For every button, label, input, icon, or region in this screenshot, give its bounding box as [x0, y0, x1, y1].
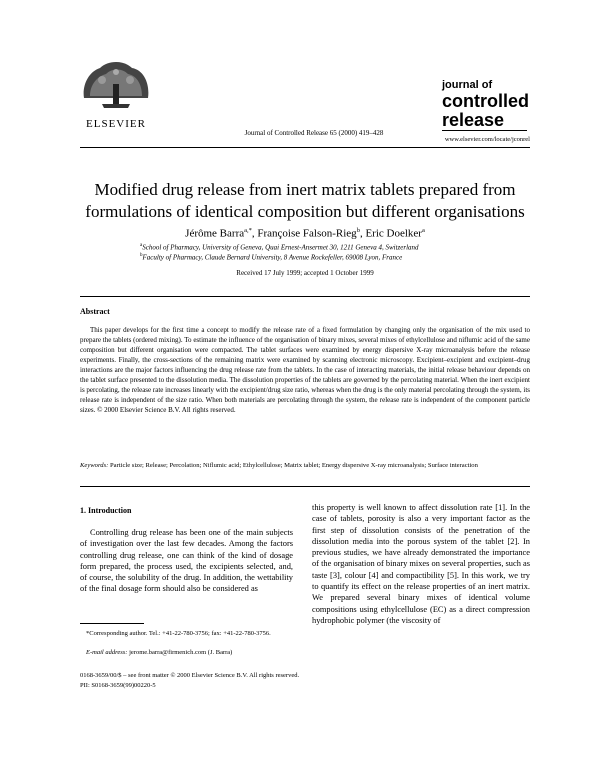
section-heading-introduction: 1. Introduction — [80, 506, 132, 515]
title-line-2: formulations of identical composition but different organisations — [85, 202, 525, 221]
author-list — [80, 227, 530, 240]
author-sup: b — [356, 227, 360, 234]
received-dates: Received 17 July 1999; accepted 1 October 1999 — [236, 269, 374, 277]
journal-reference: Journal of Controlled Release 65 (2000) 419–428 — [244, 129, 384, 137]
journal-logo-release: release — [442, 110, 505, 130]
copyright-line: 0168-3659/00/$ – see front matter © 2000 Elsevier Science B.V. All rights reserved. — [80, 672, 300, 679]
author-sup: a — [421, 227, 425, 234]
intro-right-column: this property is well known to affect dissolution rate [1]. In the case of tablets, porosity is also a very important factor as the first step of dissolution consists of the penetration of the dissolution media into the porous system of the tablet [2]. In previous studies, we have already demonstrated the importance of the organisation of binary mixes on several properties, such as taste [3], colour [4] and compactibility [5]. In this work, we try to quantify its effect on the release properties of an inert matrix. We prepared several binary mixes of identical volume compositions using ethylcellulose (EC) as a direct compression hydrophobic polymer (the viscosity of — [312, 503, 530, 625]
affiliation-sup: a — [140, 243, 143, 248]
footnote-rule — [80, 623, 144, 624]
affiliation-b — [140, 253, 480, 261]
elsevier-tree-logo — [80, 58, 152, 110]
title-line-1: Modified drug release from inert matrix tablets prepared from — [94, 180, 516, 199]
header-rule — [80, 147, 530, 148]
footnote-corresponding: *Corresponding author. Tel.: +41-22-780-3756; fax: +41-22-780-3756. — [86, 630, 271, 637]
journal-logo-controlled: controlled — [442, 91, 530, 111]
journal-logo-journal: journal — [442, 79, 479, 91]
pii-line: PII: S0168-3659(99)00220-5 — [80, 682, 156, 689]
author-separator: , — [359, 227, 366, 240]
author-name: Eric Doelker — [365, 227, 422, 240]
footnote-email — [80, 648, 293, 657]
affiliation-text: School of Pharmacy, University of Geneva, Quai Ernest-Ansermet 30, 1211 Geneva 4, Switzerland — [142, 243, 419, 252]
abstract-heading: Abstract — [80, 307, 110, 316]
affiliation-a — [140, 243, 480, 251]
journal-web-link[interactable]: www.elsevier.com/locate/jconrel — [444, 136, 530, 143]
keywords — [80, 461, 530, 470]
article-title — [60, 179, 550, 223]
author-sup: a,* — [244, 227, 252, 234]
author-name: Françoise Falson-Rieg — [257, 227, 357, 240]
publisher-name: ELSEVIER — [86, 118, 146, 130]
author-separator: , — [251, 227, 258, 240]
abstract-top-rule — [80, 296, 530, 297]
keywords-bottom-rule — [80, 486, 530, 487]
journal-logo — [442, 79, 530, 130]
abstract-text: This paper develops for the first time a concept to modify the release rate of a fixed formulation by changing only the organisation of the mix used to prepare the tablets (ordered mixing). To estimate the influence of the organisation of binary mixes, several mixes of ethylcellulose and niflumic acid of the same composition but different organisation were compacted. The tablet surfaces were examined by energy dispersive X-ray microanalysis before the release experiments. Finally, the cross-sections of the remaining matrix were examined by scanning electronic microscopy. Excipient–excipient and excipient–drug interactions are the major factors influencing the drug release rate from the tablets. In the case of interacting materials, the initial release behaviour depends on the tablet surface presented to the dissolution media. The dissolution properties of the tablets are governed by the percolating material. When the inert excipient is percolating, the release rate increases linearly with the excipient/drug size ratio, whereas when the drug is the only material percolating through the system, its release rate is independent of the size ratio. When both materials are percolating through the system, the release rate is independent of the component particle sizes. © 2000 Elsevier Science B.V. All rights reserved. — [80, 326, 530, 415]
affiliation-sup: b — [140, 253, 143, 258]
keywords-label: Keywords: — [80, 462, 109, 469]
email-label: E-mail address: — [86, 649, 128, 656]
keywords-text: Particle size; Release; Percolation; Niflumic acid; Ethylcellulose; Matrix tablet; Energy dispersive X-ray microanalysis; Surface interaction — [109, 462, 478, 469]
email-address[interactable]: jerome.barra@firmenich.com (J. Barra) — [127, 649, 233, 656]
journal-logo-of: of — [481, 79, 493, 91]
affiliation-text: Faculty of Pharmacy, Claude Bernard University, 8 Avenue Rockefeller, 69008 Lyon, France — [142, 253, 403, 262]
journal-logo-rule — [442, 130, 527, 131]
intro-left-column: Controlling drug release has been one of the main subjects of investigation over the last few decades. Among the factors controlling drug release, one can think of the kind of dosage form prepared, the process used, the excipients selected, and, of course, the solubility of the drug. In addition, the wettability of the final dosage form should also be considered as — [80, 528, 293, 594]
author-name: Jérôme Barra — [185, 227, 245, 240]
